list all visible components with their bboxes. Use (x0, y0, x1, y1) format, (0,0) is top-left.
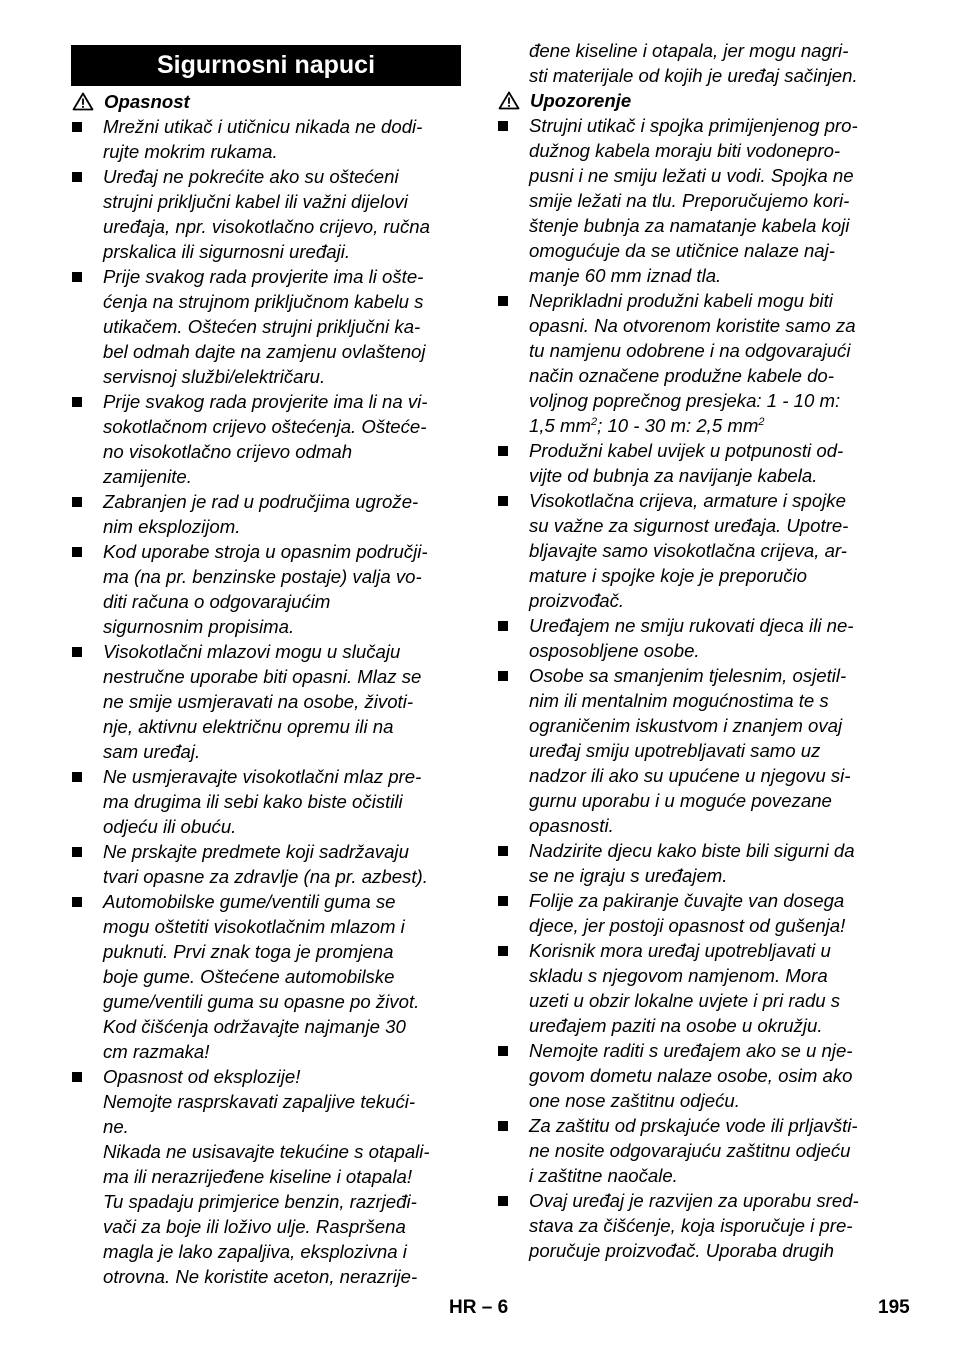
text-line: proizvođač. (529, 590, 625, 611)
text-line: uzeti u obzir lokalne uvjete i pri radu s (529, 990, 841, 1011)
square-bullet-icon (72, 172, 82, 182)
text-line: puknuti. Prvi znak toga je promjena (103, 941, 394, 962)
text-line: opasnosti. (529, 815, 614, 836)
section-title: Sigurnosni napuci (71, 45, 461, 86)
square-bullet-icon (72, 772, 82, 782)
text-line: 1,5 $mm^2$; 10 - 30 m: 2,5 $mm^2$ (529, 415, 765, 436)
text-line: Zabranjen je rad u područjima ugrože- (103, 491, 419, 512)
text-line: prskalica ili sigurnosni uređaji. (103, 241, 350, 262)
square-bullet-icon (498, 946, 508, 956)
text-line: nim eksplozijom. (103, 516, 241, 537)
text-line: Nikada ne usisavajte tekućine s otapali- (103, 1141, 430, 1162)
text-line: tu namjenu odobrene i na odgovarajući (529, 340, 851, 361)
text-line: nadzor ili ako su upućene u njegovu si- (529, 765, 851, 786)
text-line: nim ili mentalnim mogućnostima te s (529, 690, 829, 711)
footer-language-page: HR – 6 (449, 1297, 509, 1318)
text-line: način označene produžne kabele do- (529, 365, 834, 386)
text-line: ma drugima ili sebi kako biste očistili (103, 791, 403, 812)
text-line: diti računa o odgovarajućim (103, 591, 331, 612)
text-line: utikačem. Oštećen strujni priključni ka- (103, 316, 421, 337)
text-line: Nemojte raditi s uređajem ako se u nje- (529, 1040, 853, 1061)
list-item (71, 164, 461, 264)
square-bullet-icon (498, 1121, 508, 1131)
text-line: i zaštitne naočale. (529, 1165, 678, 1186)
text-line: tvari opasne za zdravlje (na pr. azbest). (103, 866, 428, 887)
text-line: one nose zaštitnu odjeću. (529, 1090, 740, 1111)
text-line: nje, aktivnu električnu opremu ili na (103, 716, 394, 737)
text-line: strujni priključni kabel ili važni dijelovi (103, 191, 408, 212)
list-item (497, 838, 897, 888)
text-line: ne nosite odgovarajuću zaštitnu odjeću (529, 1140, 851, 1161)
text-line: sam uređaj. (103, 741, 201, 762)
list-item (71, 264, 461, 389)
list-item (497, 888, 897, 938)
list-item (71, 114, 461, 164)
text-line: su važne za sigurnost uređaja. Upotre- (529, 515, 849, 536)
left-column (71, 38, 461, 1289)
text-line: Uređaj ne pokrećite ako su oštećeni (103, 166, 399, 187)
text-line: štenje bubnja za namatanje kabela koji (529, 215, 850, 236)
square-bullet-icon (72, 497, 82, 507)
square-bullet-icon (72, 547, 82, 557)
list-item (71, 389, 461, 489)
danger-list (71, 114, 461, 1289)
warning-heading-text: Upozorenje (530, 90, 632, 111)
list-item (71, 764, 461, 839)
text-line: voljnog poprečnog presjeka: 1 - 10 m: (529, 390, 841, 411)
text-line: se ne igraju s uređajem. (529, 865, 728, 886)
list-item (497, 613, 897, 663)
text-line: poručuje proizvođač. Uporaba drugih (529, 1240, 834, 1261)
list-item (71, 1064, 461, 1289)
text-line: omogućuje da se utičnice nalaze naj- (529, 240, 835, 261)
text-line: Za zaštitu od prskajuće vode ili prljavšti- (529, 1115, 858, 1136)
text-line: pusni i ne smiju ležati u vodi. Spojka ne (529, 165, 854, 186)
list-item (497, 488, 897, 613)
text-line: đene kiseline i otapala, jer mogu nagri- (529, 40, 849, 61)
text-line: bljavajte samo visokotlačna crijeva, ar- (529, 540, 847, 561)
text-line: dužnog kabela moraju biti vodonepro- (529, 140, 841, 161)
text-line: nestručne uporabe biti opasni. Mlaz se (103, 666, 422, 687)
list-item (497, 288, 897, 438)
text-line: ćenja na strujnom priključnom kabelu s (103, 291, 424, 312)
square-bullet-icon (498, 296, 508, 306)
text-line: zamijenite. (103, 466, 192, 487)
text-line: mature i spojke koje je preporučio (529, 565, 808, 586)
text-line: Neprikladni produžni kabeli mogu biti (529, 290, 833, 311)
warning-triangle-icon (72, 92, 94, 111)
text-line: Visokotlačni mlazovi mogu u slučaju (103, 641, 401, 662)
text-line: stava za čišćenje, koja isporučuje i pre- (529, 1215, 853, 1236)
danger-heading-text: Opasnost (104, 91, 190, 112)
danger-heading (71, 89, 461, 114)
text-line: Ne usmjeravajte visokotlačni mlaz pre- (103, 766, 422, 787)
square-bullet-icon (498, 446, 508, 456)
text-line: Ne prskajte predmete koji sadržavaju (103, 841, 409, 862)
text-line: ne smije usmjeravati na osobe, životi- (103, 691, 414, 712)
text-line: Tu spadaju primjerice benzin, razrjeđi- (103, 1191, 417, 1212)
square-bullet-icon (498, 1046, 508, 1056)
text-line: Osobe sa smanjenim tjelesnim, osjetil- (529, 665, 847, 686)
text-line: uređajem paziti na osobe u okružju. (529, 1015, 823, 1036)
text-line: Folije za pakiranje čuvajte van dosega (529, 890, 845, 911)
text-line: rujte mokrim rukama. (103, 141, 278, 162)
right-column (497, 38, 897, 1263)
text-line: Uređajem ne smiju rukovati djeca ili ne- (529, 615, 854, 636)
text-line: cm razmaka! (103, 1041, 210, 1062)
text-line: Nadzirite djecu kako biste bili sigurni da (529, 840, 855, 861)
square-bullet-icon (498, 621, 508, 631)
list-item (71, 839, 461, 889)
text-line: gurnu uporabu i u moguće povezane (529, 790, 832, 811)
list-item (497, 938, 897, 1038)
superscript: 2 (591, 416, 598, 428)
text-line: Prije svakog rada provjerite ima li na vi- (103, 391, 428, 412)
text-line: otrovna. Ne koristite aceton, nerazrije- (103, 1266, 418, 1287)
text-line: Automobilske gume/ventili guma se (103, 891, 396, 912)
text-line: servisnoj službi/električaru. (103, 366, 326, 387)
square-bullet-icon (72, 1072, 82, 1082)
footer-page-number: 195 (878, 1297, 910, 1318)
text-line: ne. (103, 1116, 129, 1137)
text-line: Kod uporabe stroja u opasnim područji- (103, 541, 428, 562)
text-line: no visokotlačno crijevo odmah (103, 441, 353, 462)
text-line: Korisnik mora uređaj upotrebljavati u (529, 940, 831, 961)
square-bullet-icon (498, 671, 508, 681)
square-bullet-icon (72, 122, 82, 132)
text-line: ma (na pr. benzinske postaje) valja vo- (103, 566, 422, 587)
text-line: gume/ventili guma su opasne po život. (103, 991, 420, 1012)
square-bullet-icon (72, 897, 82, 907)
warning-triangle-icon (498, 91, 520, 110)
text-line: Visokotlačna crijeva, armature i spojke (529, 490, 846, 511)
text-line: mogu oštetiti visokotlačnim mlazom i (103, 916, 405, 937)
list-item (71, 489, 461, 539)
list-item (497, 663, 897, 838)
list-item (497, 113, 897, 288)
text-line: ma ili nerazrijeđene kiseline i otapala! (103, 1166, 413, 1187)
text-line: manje 60 mm iznad tla. (529, 265, 722, 286)
text-line: govom dometu nalaze osobe, osim ako (529, 1065, 853, 1086)
list-item (497, 1038, 897, 1113)
text-line: uređaj smiju upotrebljavati samo uz (529, 740, 821, 761)
square-bullet-icon (72, 647, 82, 657)
list-item (497, 438, 897, 488)
text-line: sigurnosnim propisima. (103, 616, 295, 637)
text-line: Opasnost od eksplozije! (103, 1066, 301, 1087)
text-line: magla je lako zapaljiva, eksplozivna i (103, 1241, 407, 1262)
square-bullet-icon (498, 846, 508, 856)
text-line: vijte od bubnja za navijanje kabela. (529, 465, 818, 486)
text-line: opasni. Na otvorenom koristite samo za (529, 315, 856, 336)
text-line: smije ležati na tlu. Preporučujemo kori- (529, 190, 850, 211)
text-line: Prije svakog rada provjerite ima li ošte- (103, 266, 424, 287)
superscript: 2 (758, 416, 765, 428)
text-line: Produžni kabel uvijek u potpunosti od- (529, 440, 844, 461)
list-item (497, 1188, 897, 1263)
text-line: odjeću ili obuću. (103, 816, 237, 837)
text-line: Mrežni utikač i utičnicu nikada ne dodi- (103, 116, 423, 137)
warning-heading (497, 88, 897, 113)
square-bullet-icon (498, 121, 508, 131)
text-line: Ovaj uređaj je razvijen za uporabu sred- (529, 1190, 859, 1211)
warning-list (497, 113, 897, 1263)
text-line: vači za boje ili loživo ulje. Raspršena (103, 1216, 406, 1237)
square-bullet-icon (498, 1196, 508, 1206)
text-line: boje gume. Oštećene automobilske (103, 966, 395, 987)
continued-text (497, 38, 897, 88)
list-item (71, 639, 461, 764)
text-line: sokotlačnom crijevo oštećenja. Ošteće- (103, 416, 427, 437)
list-item (71, 889, 461, 1064)
square-bullet-icon (498, 496, 508, 506)
text-line: Kod čišćenja održavajte najmanje 30 (103, 1016, 406, 1037)
text-line: bel odmah dajte na zamjenu ovlaštenoj (103, 341, 426, 362)
text-line: uređaja, npr. visokotlačno crijevo, ručna (103, 216, 430, 237)
text-line: ograničenim iskustvom i znanjem ovaj (529, 715, 843, 736)
list-item (71, 539, 461, 639)
text-line: djece, jer postoji opasnost od gušenja! (529, 915, 846, 936)
list-item (497, 1113, 897, 1188)
square-bullet-icon (72, 272, 82, 282)
text-line: sti materijale od kojih je uređaj sačinjen. (529, 65, 858, 86)
square-bullet-icon (72, 847, 82, 857)
text-line: osposobljene osobe. (529, 640, 700, 661)
text-line: skladu s njegovom namjenom. Mora (529, 965, 828, 986)
square-bullet-icon (72, 397, 82, 407)
square-bullet-icon (498, 896, 508, 906)
text-line: Strujni utikač i spojka primijenjenog pro- (529, 115, 858, 136)
text-line: Nemojte rasprskavati zapaljive tekući- (103, 1091, 416, 1112)
